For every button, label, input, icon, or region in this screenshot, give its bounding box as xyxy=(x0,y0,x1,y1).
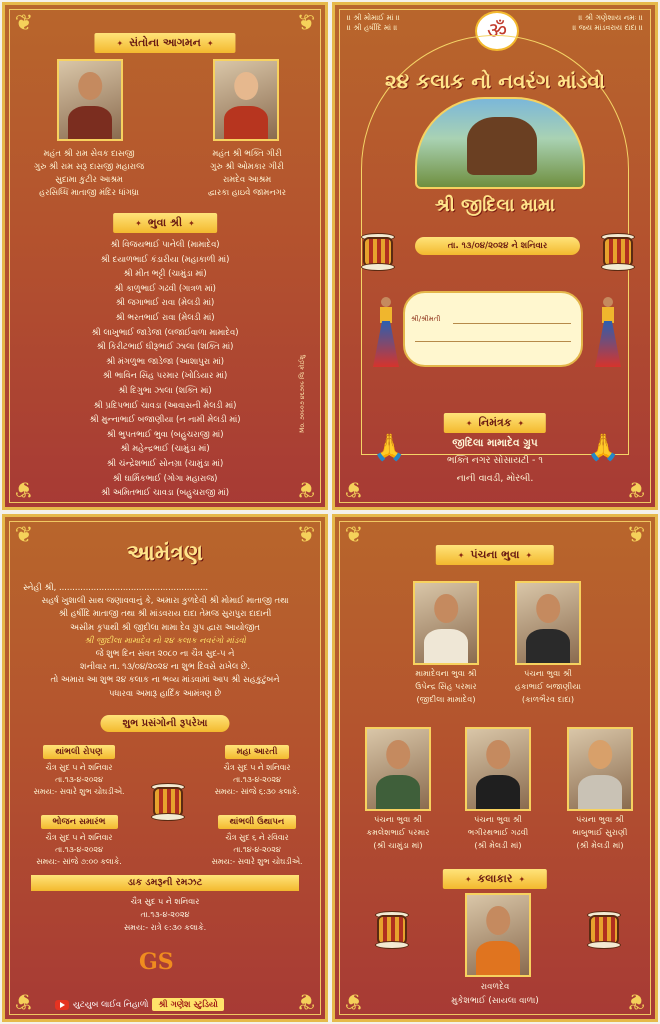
list-item: શ્રી મીત ભટ્ટી (ચામુંડા માં) xyxy=(123,268,207,279)
bhuva-list xyxy=(45,237,285,500)
list-item: શ્રી મહેન્દ્રભાઈ (ચામુંડા માં) xyxy=(120,443,210,454)
dak-damru-line: સમય:- રાત્રે ૯:૩૦ કલાકે. xyxy=(123,923,207,932)
section-title-bhuva: ✦ ભુવા શ્રી ✦ xyxy=(113,213,217,233)
body-line: શનીવાર તા. ૧૩/૦૪/૨૦૨૪ ના શુભ દિવસે રાખેલ છે. xyxy=(80,661,250,672)
invite-page-panch xyxy=(332,514,658,1022)
section-title-kalakar: ✦ કલાકાર ✦ xyxy=(443,869,547,889)
name-line: પંચના ભુવા શ્રી xyxy=(524,668,572,678)
event-title: થાંભલી ઉથાપન xyxy=(218,815,297,829)
section-title-panch: ✦ પંચના ભુવા ✦ xyxy=(436,545,554,565)
corner-ornament-icon: ❦ xyxy=(14,988,34,1013)
kalakar-photo xyxy=(465,893,531,977)
name-line: (કાળભૈરવ દાદા) xyxy=(521,694,575,704)
invitee-name-box xyxy=(403,291,583,367)
saint-details xyxy=(9,147,169,199)
corner-ornament-icon: ❦ xyxy=(296,988,316,1013)
list-item: શ્રી પ્રદિપભાઈ ચાવડા (આવાસની મેલડી માં) xyxy=(93,399,237,410)
invitation-title: આમંત્રણ xyxy=(126,541,204,566)
live-footer xyxy=(55,998,224,1011)
list-item: શ્રી ભાવિન સિંહ પરમાર (ખોડિયાર માં) xyxy=(102,370,228,381)
list-item: શ્રી લાખુભાઈ જાડેજા (લજાઈવાળા મામાદેવ) xyxy=(91,326,239,337)
drum-icon xyxy=(371,909,413,949)
saint-line: હરસિધ્ધિ માતાજી મંદિર ધાંગધ્રા xyxy=(39,187,139,197)
corner-ornament-icon: ❦ xyxy=(344,476,364,501)
studio-name: શ્રી ગણેશ સ્ટુડિયો xyxy=(152,998,223,1011)
saint-line: ગુરુ શ્રી રામ સરૂ દાસજી મહારાજ xyxy=(34,161,144,171)
event-line: સમય:- સાંજે ૬:૩૦ કલાકે. xyxy=(214,787,300,796)
host-address-line: નાની વાવડી, મોરબી. xyxy=(456,473,534,484)
dak-damru-line: તા.૧૩-૪-૨૦૨૪ xyxy=(140,910,190,919)
studio-logo: GS xyxy=(139,949,174,975)
body-line: તો અમારા આ શુભ ૨૪ કલાક ના ભવ્ય માંડવામાં આપ શ્રી સહકુટુંબને xyxy=(50,674,280,685)
saint-photo xyxy=(57,59,123,141)
body-line: અસીમ કૃપાથી શ્રી જીદીલા મામા દેવ ગ્રુપ દ્વારા આયોજીત xyxy=(70,621,260,632)
section-title-saints: ✦ સંતોના આગમન ✦ xyxy=(94,33,235,53)
name-line: (જીદીલા મામાદેવ) xyxy=(416,694,476,704)
list-item: શ્રી જગાભાઈ રાવા (મેલડી માં) xyxy=(115,297,215,308)
host-address-line: ભક્તિ નગર સોસાયટી - ૧ xyxy=(447,455,543,466)
event-line: ચૈત્ર સુદ ૫ ને શનિવાર xyxy=(45,763,113,772)
highlight-line: શ્રી જીદીલા મામાદેવ નો ૨૪ કલાક નવરંગો માંડવો xyxy=(84,634,246,645)
bhuva-details xyxy=(443,813,553,852)
event-title: ભોજન સમારંભ xyxy=(41,815,118,829)
kalakar-line: મુકેશભાઈ (સાયલા વાળા) xyxy=(451,996,539,1006)
dak-damru-title: ડાક ડમરૂની રમઝટ xyxy=(31,875,299,891)
corner-ornament-icon: ❦ xyxy=(14,523,34,548)
name-line: કમલેશભાઈ પરમાર xyxy=(366,827,430,837)
write-line xyxy=(415,341,571,342)
saint-line: ગુરુ શ્રી ઓમકાર ગીરી xyxy=(210,161,284,171)
invite-page-aamantran xyxy=(2,514,328,1022)
saint-line: રામદેવ આશ્રમ xyxy=(222,174,272,184)
name-line: ભગીરથભાઈ ગઢવી xyxy=(467,827,529,837)
namaste-icon: 🙏 xyxy=(373,433,406,463)
list-item: શ્રી મુન્નાભાઈ બજાણીયા (ન નામી મેલડી માં) xyxy=(89,414,241,425)
program-title: શુભ પ્રસંગોની રૂપરેખા xyxy=(100,715,229,732)
bhuva-details xyxy=(343,813,453,852)
namaste-icon: 🙏 xyxy=(587,433,620,463)
corner-ornament-icon: ❦ xyxy=(626,523,646,548)
invite-page-saints xyxy=(2,2,328,510)
event-card xyxy=(19,739,139,798)
event-line: સમય:- સાંજે ૭:૦૦ કલાકે. xyxy=(36,857,122,866)
list-item: શ્રી અમિતભાઈ ચાવડા (બહુચરાજી માં) xyxy=(100,487,230,498)
host-group: જીદિલા મામાદેવ ગ્રુપ xyxy=(452,437,538,449)
list-item: શ્રી ભુપતભાઈ ભુવા (બહુચરાજી માં) xyxy=(106,428,224,439)
list-item: શ્રી કિરીટભાઈ ઘીરૂભાઈ ઝાલા (શક્તિ માં) xyxy=(96,341,234,352)
kalakar-line: રાવળદેવ xyxy=(480,982,510,992)
name-line: ઉપેન્દ્ર સિંહ પરમાર xyxy=(415,681,477,691)
saint-line: દ્વારકા હાઇવે જામનગર xyxy=(207,187,287,197)
event-title: થાંભલી રોપણ xyxy=(43,745,114,759)
saint-details xyxy=(167,147,327,199)
blessing-line: ॥ શ્રી ગણેશાય નમઃ ॥ xyxy=(578,13,643,22)
event-card xyxy=(197,739,317,798)
corner-ornament-icon: ❦ xyxy=(344,523,364,548)
corner-ornament-icon: ❦ xyxy=(344,988,364,1013)
corner-ornament-icon: ❦ xyxy=(296,476,316,501)
event-line: ચૈત્ર સુદ ૬ ને રવિવાર xyxy=(225,833,289,842)
list-item: શ્રી મંગળુભા જાડેજા (આશાપુરા માં) xyxy=(106,355,224,366)
list-item: શ્રી ભરતભાઈ રાવા (મેલડી માં) xyxy=(115,311,215,322)
event-card xyxy=(197,809,317,868)
event-card xyxy=(19,809,139,868)
dak-damru-line: ચૈત્ર સુદ ૫ ને શનિવાર xyxy=(130,897,200,906)
saint-line: મહંત શ્રી રામ સેવક દાસજી xyxy=(43,148,135,158)
event-title: ૨૪ કલાક નો નવરંગ માંડવો xyxy=(385,69,605,93)
name-line: મામાદેવના ભુવા શ્રી xyxy=(415,668,477,678)
invite-page-cover xyxy=(332,2,658,510)
name-line: પંચના ભુવા શ્રી xyxy=(474,814,522,824)
list-item: શ્રી ચંન્દ્રેશભાઈ સોનગ્રા (ચામુંડા માં) xyxy=(106,457,224,468)
write-line xyxy=(453,323,571,324)
saint-line: મહંત શ્રી ભક્તિ ગીરી xyxy=(212,148,282,158)
body-line: શ્રી હર્ષીદિ માતાજી તથા શ્રી માંડવરાય દાદા તેમજ સુરાપુરા દાદાની xyxy=(58,608,272,619)
event-line: ચૈત્ર સુદ ૫ ને શનિવાર xyxy=(45,833,113,842)
body-line: પધારવા અમારૂ હાર્દિક આમંત્રણ છે xyxy=(108,687,221,698)
deity-name: શ્રી જીદિલા મામા xyxy=(434,195,556,216)
corner-ornament-icon: ❦ xyxy=(296,11,316,36)
body-line: જે શુભ દિન સંવત ૨૦૮૦ ના ચૈત્ર સુદ-૫ ને xyxy=(95,648,235,659)
saint-line: સુદામા કુટીર આશ્રમ xyxy=(55,174,123,184)
bhuva-photo xyxy=(365,727,431,811)
invitation-body xyxy=(23,581,307,700)
invitee-prefix: શ્રી/શ્રીમતી xyxy=(411,315,441,323)
blessing-line: ॥ શ્રી મોમાઈ માં ॥ xyxy=(347,13,400,22)
ganesha-icon: ॐ xyxy=(475,11,519,51)
event-line: સમય:- સવારે શુભ ચોઘડીએ. xyxy=(33,787,125,796)
event-date: તા. ૧૩/૦૪/૨૦૨૪ ને શનિવાર xyxy=(415,237,580,255)
host-title: ✦ નિમંત્રક ✦ xyxy=(444,413,546,433)
list-item: શ્રી ઘાર્મિકભાઈ (ગોગા મહારાજ) xyxy=(112,472,218,483)
drum-icon xyxy=(583,909,625,949)
corner-ornament-icon: ❦ xyxy=(626,476,646,501)
corner-ornament-icon: ❦ xyxy=(14,476,34,501)
name-line: (શ્રી ચામુંડા માં) xyxy=(373,840,423,850)
name-line: બાબુભાઈ સુરાણી xyxy=(572,827,628,837)
drum-icon xyxy=(357,231,399,271)
bhuva-photo xyxy=(413,581,479,665)
name-line: પંચના ભુવા શ્રી xyxy=(374,814,422,824)
name-line: પંચના ભુવા શ્રી xyxy=(576,814,624,824)
bhuva-details xyxy=(493,667,603,706)
list-item: શ્રી વિજયભાઈ પાનેલી (મામાદેવ) xyxy=(110,239,220,249)
footer-text: યુટયુબ લાઈવ નિહાળો xyxy=(73,999,149,1009)
corner-ornament-icon: ❦ xyxy=(296,523,316,548)
corner-ornament-icon: ❦ xyxy=(14,11,34,36)
bhuva-photo xyxy=(515,581,581,665)
vertical-contact-note: Mo. ૭૦૯૦૭ ૪૬૭૦૯ જિ કોઈશુ xyxy=(299,355,306,433)
saint-photo xyxy=(213,59,279,141)
drum-icon xyxy=(147,781,189,821)
list-item: શ્રી કાળુભાઈ ગઢવી (ગાત્રળ માં) xyxy=(114,282,216,293)
list-item: શ્રી દયાળભાઈ કંડારીયા (મહાકાળી માં) xyxy=(100,253,230,264)
drum-icon xyxy=(597,231,639,271)
name-line: હકાભાઈ બજાણીયા xyxy=(515,681,581,691)
event-line: તા.૧૩-૪-૨૦૨૪ xyxy=(55,845,103,854)
bhuva-details xyxy=(391,667,501,706)
bhuva-photo xyxy=(465,727,531,811)
corner-ornament-icon: ❦ xyxy=(626,988,646,1013)
bhuva-photo xyxy=(567,727,633,811)
blessing-line: ॥ શ્રી હર્ષીદિ માં ॥ xyxy=(347,23,398,32)
event-line: તા.૧૪-૪-૨૦૨૪ xyxy=(233,845,281,854)
top-left-blessing xyxy=(347,13,400,33)
top-right-blessing xyxy=(572,13,643,33)
event-line: તા.૧૩-૪-૨૦૨૪ xyxy=(55,775,103,784)
name-line: (શ્રી મેલડી માં) xyxy=(474,840,522,850)
name-line: (શ્રી મેલડી માં) xyxy=(576,840,624,850)
bhuva-details xyxy=(545,813,655,852)
greeting-line: સ્નેહી શ્રી, ........................................................ xyxy=(23,582,209,592)
dancer-icon xyxy=(593,297,623,371)
dancer-icon xyxy=(371,297,401,371)
blessing-line: ॥ જય માંડવરાય દાદા ॥ xyxy=(572,23,643,32)
body-line: સહર્ષ ખુશાલી સાથ જણાવવાનું કે, અમારા કુળદેવી શ્રી મોમાઈ માતાજી તથા xyxy=(41,595,289,606)
event-line: ચૈત્ર સુદ ૫ ને શનિવાર xyxy=(223,763,291,772)
list-item: શ્રી દિગુભા ઝાલા (શક્તિ માં) xyxy=(118,384,212,395)
youtube-icon xyxy=(55,1000,69,1010)
event-title: મહા આરતી xyxy=(225,745,290,759)
event-line: સમય:- સવારે શુભ ચોઘડીએ. xyxy=(211,857,303,866)
event-line: તા.૧૩-૪-૨૦૨૪ xyxy=(233,775,281,784)
